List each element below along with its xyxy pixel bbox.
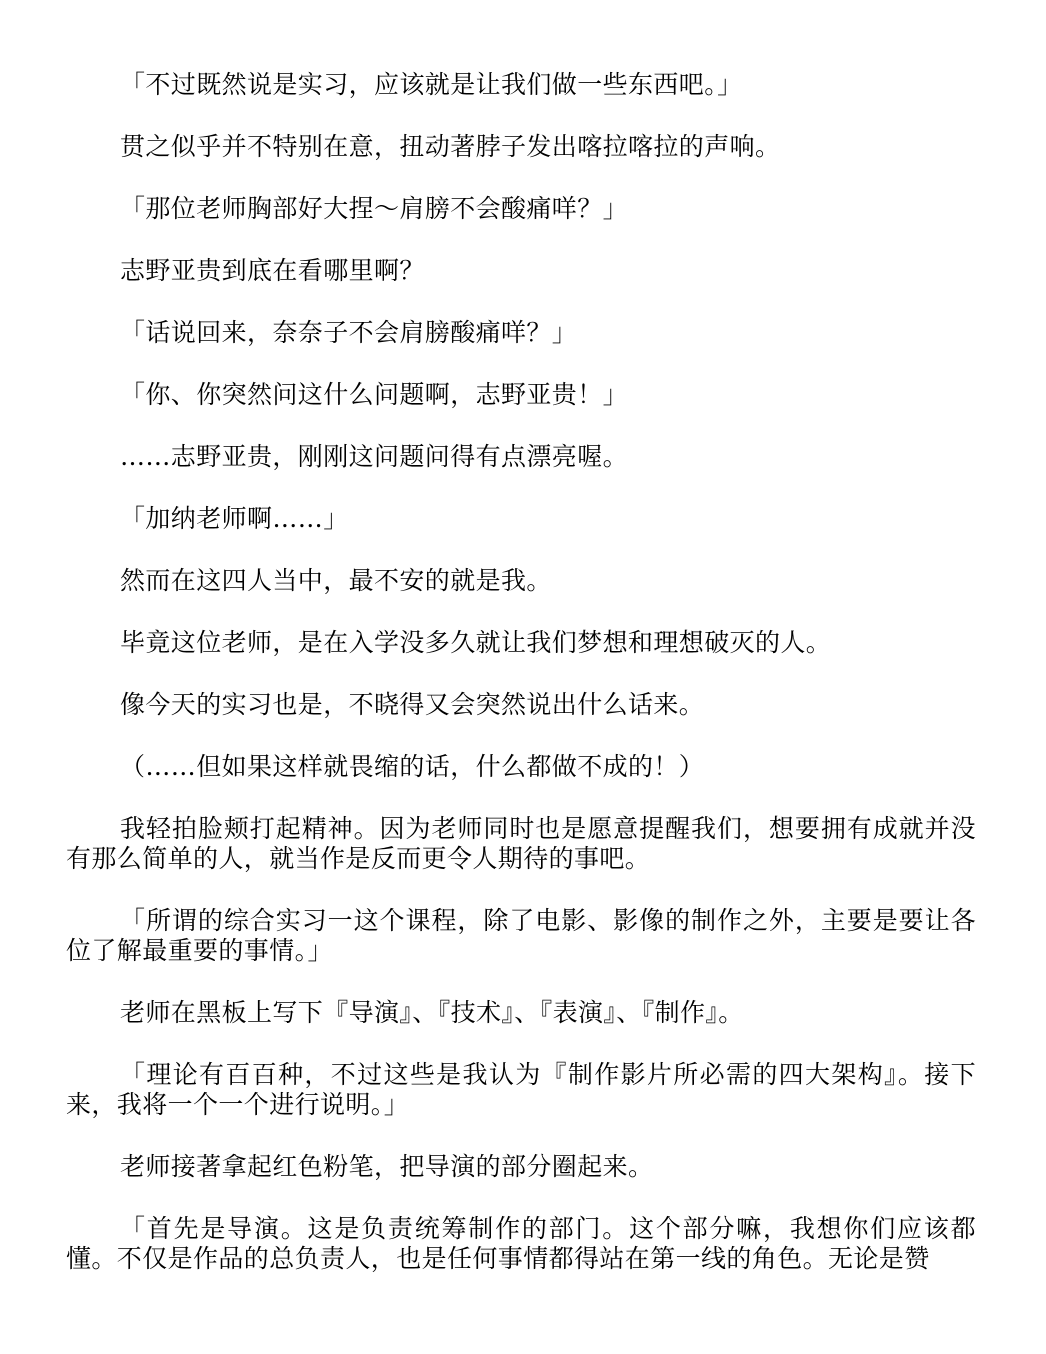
paragraph: 「首先是导演。这是负责统筹制作的部门。这个部分嘛，我想你们应该都懂。不仅是作品的总负责人，也是任何事情都得站在第一线的角色。无论是赞 bbox=[66, 1214, 976, 1273]
paragraph: 「你、你突然问这什么问题啊，志野亚贵！」 bbox=[120, 380, 629, 409]
paragraph: 我轻拍脸颊打起精神。因为老师同时也是愿意提醒我们，想要拥有成就并没有那么简单的人，就当作是反而更令人期待的事吧。 bbox=[66, 814, 976, 873]
paragraph: 贯之似乎并不特别在意，扭动著脖子发出喀拉喀拉的声响。 bbox=[120, 132, 781, 161]
paragraph: 志野亚贵到底在看哪里啊？ bbox=[120, 256, 425, 285]
paragraph: ……志野亚贵，刚刚这问题问得有点漂亮喔。 bbox=[120, 442, 629, 471]
paragraph: 「加纳老师啊……」 bbox=[120, 504, 349, 533]
paragraph: 老师在黑板上写下『导演』、『技术』、『表演』、『制作』。 bbox=[120, 998, 744, 1027]
paragraph: 老师接著拿起红色粉笔，把导演的部分圈起来。 bbox=[120, 1152, 654, 1181]
paragraph: 「话说回来，奈奈子不会肩膀酸痛咩？」 bbox=[120, 318, 578, 347]
paragraph: 像今天的实习也是，不晓得又会突然说出什么话来。 bbox=[120, 690, 705, 719]
paragraph: 「理论有百百种，不过这些是我认为『制作影片所必需的四大架构』。接下来，我将一个一个进行说明。」 bbox=[66, 1060, 976, 1119]
paragraph: 毕竟这位老师，是在入学没多久就让我们梦想和理想破灭的人。 bbox=[120, 628, 832, 657]
paragraph: （……但如果这样就畏缩的话，什么都做不成的！） bbox=[120, 752, 705, 781]
paragraph: 「所谓的综合实习一这个课程，除了电影、影像的制作之外，主要是要让各位了解最重要的事情。」 bbox=[66, 906, 976, 965]
paragraph: 「那位老师胸部好大捏～肩膀不会酸痛咩？」 bbox=[120, 194, 629, 223]
paragraph: 「不过既然说是实习，应该就是让我们做一些东西吧。」 bbox=[120, 70, 743, 99]
body-text bbox=[66, 70, 976, 1274]
paragraph: 然而在这四人当中，最不安的就是我。 bbox=[120, 566, 552, 595]
